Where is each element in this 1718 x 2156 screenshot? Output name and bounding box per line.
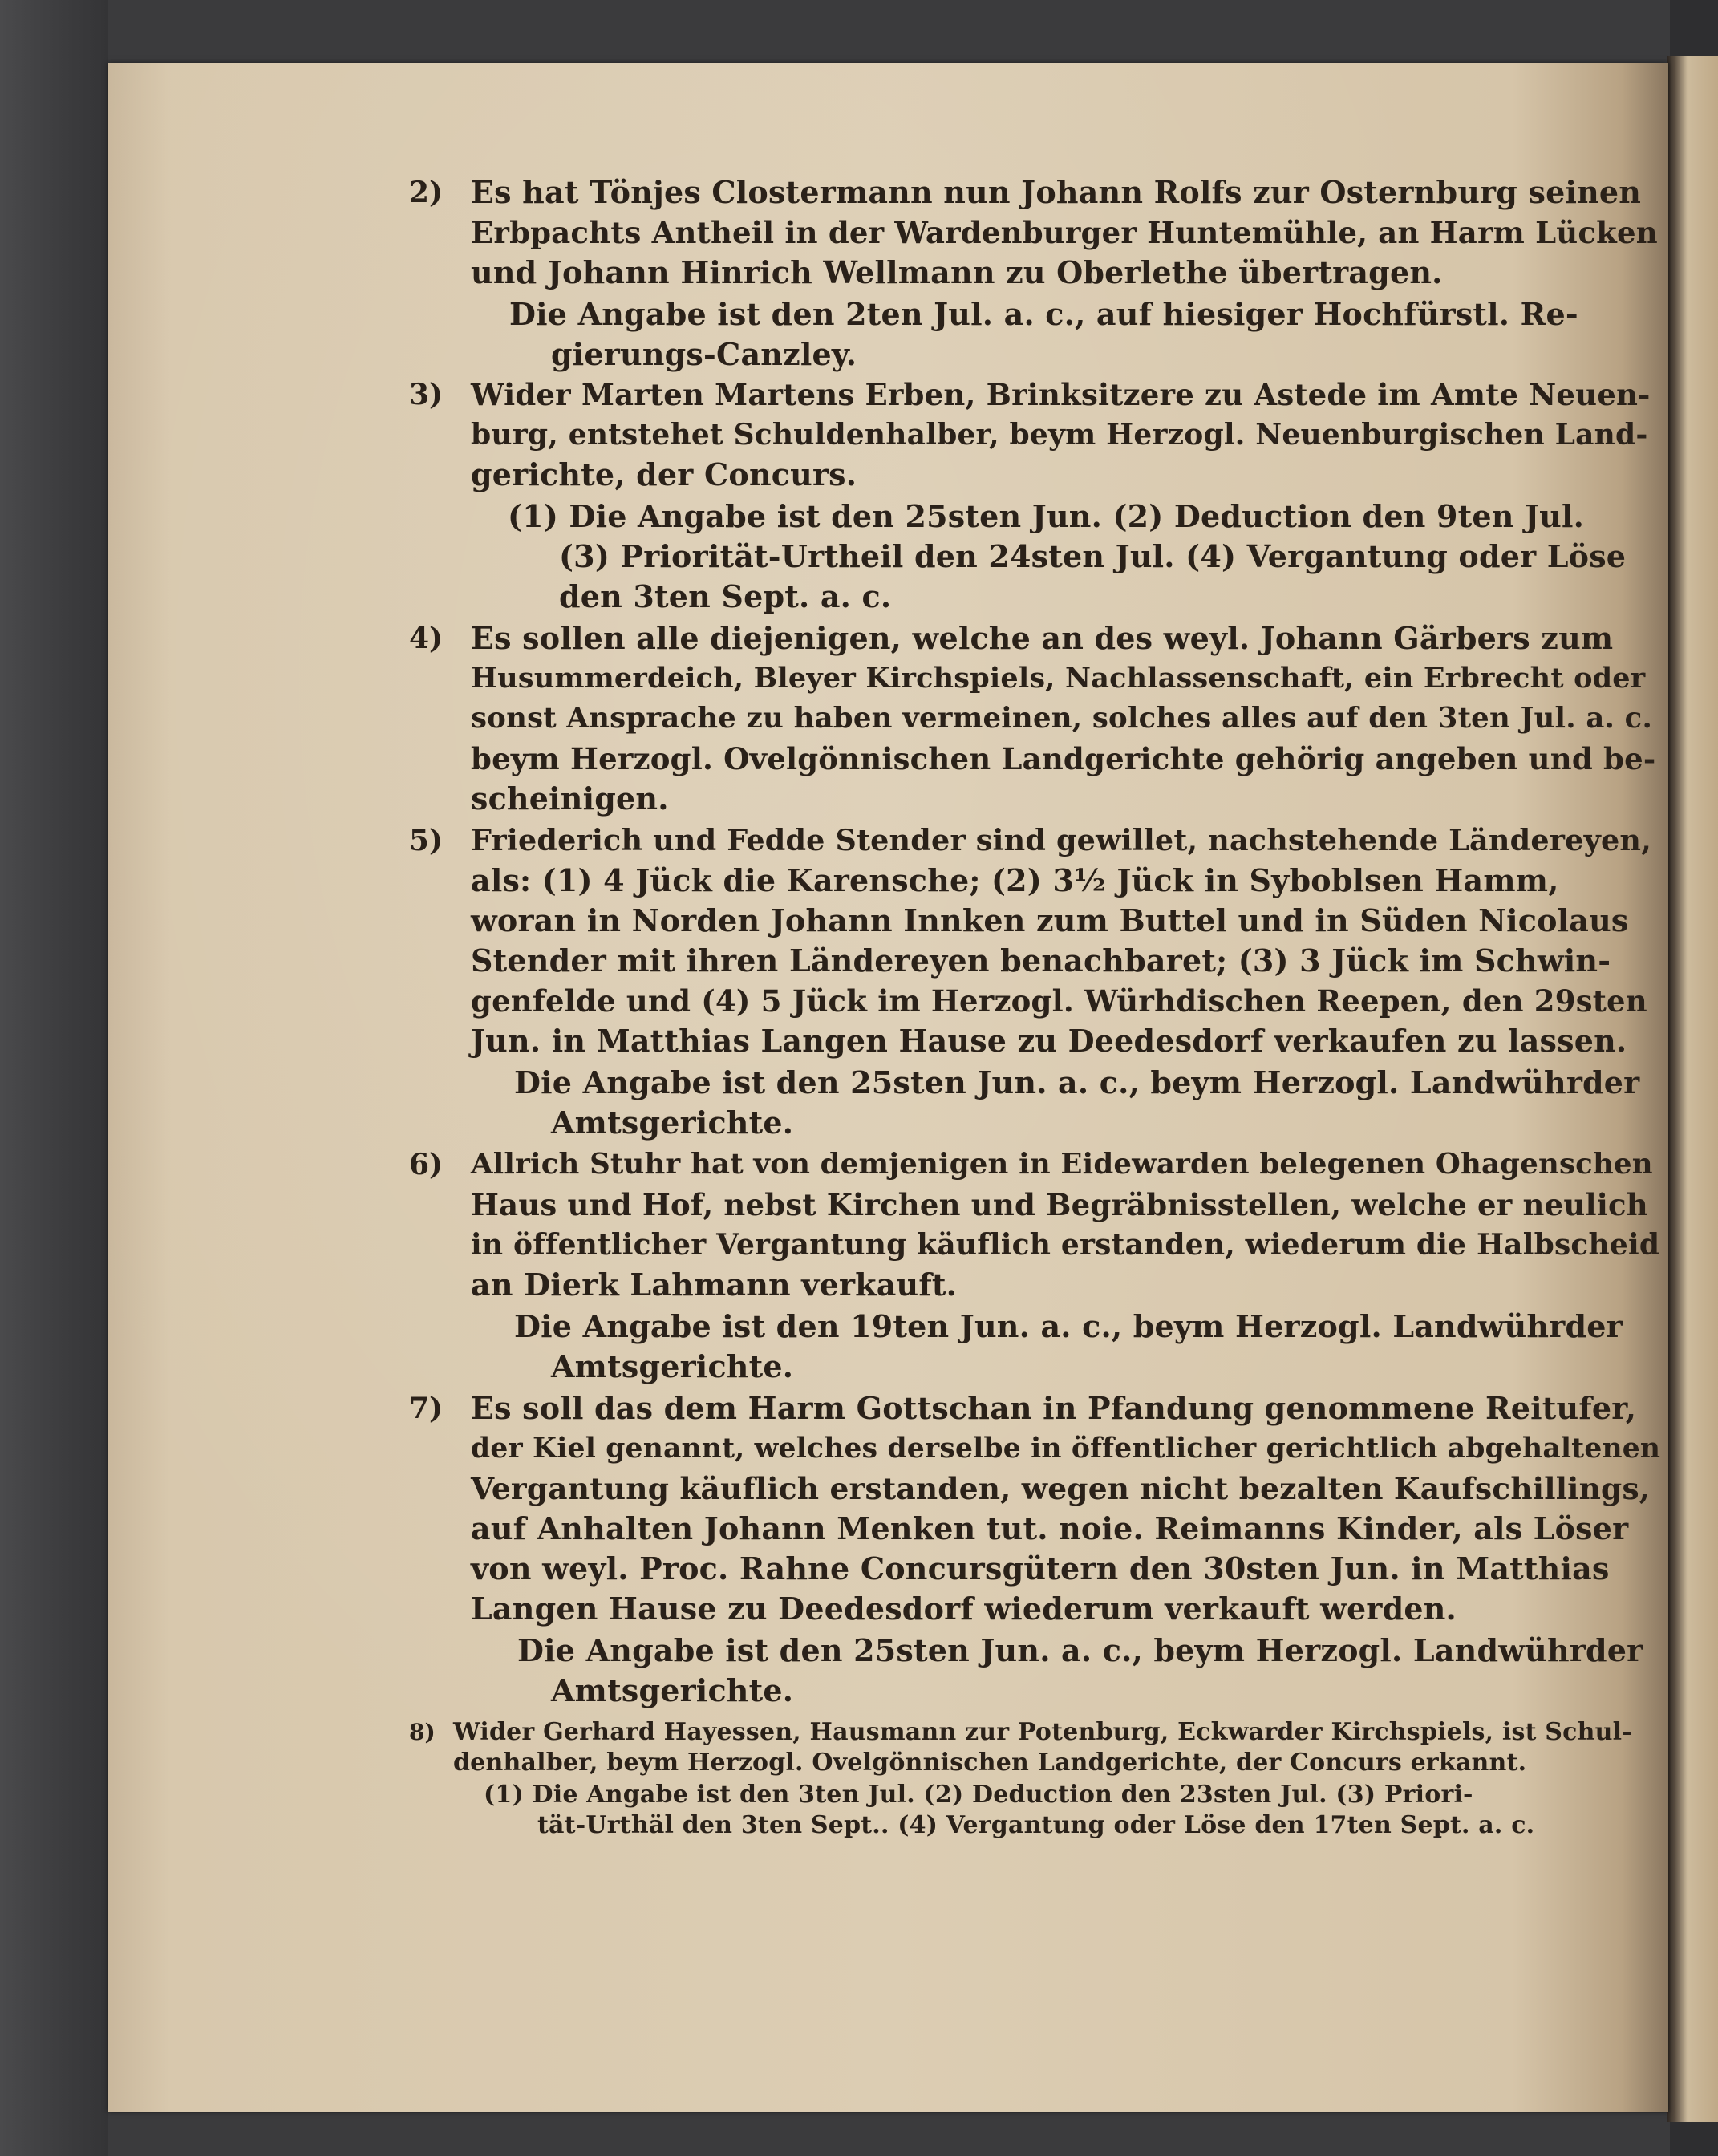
entry-line: von weyl. Proc. Rahne Concursgütern den 30sten Jun. in Matthias bbox=[471, 1550, 1610, 1587]
notice-line: gierungs-Canzley. bbox=[551, 336, 857, 372]
book-gutter bbox=[1667, 56, 1688, 2122]
entry-line: in öffentlicher Vergantung käuflich erstanden, wiederum die Halbscheid bbox=[471, 1228, 1660, 1262]
entry-number: 5) bbox=[409, 824, 444, 857]
entry-line: burg, entstehet Schuldenhalber, beym Herzogl. Neuenburgischen Land- bbox=[471, 418, 1648, 452]
entry-line: Erbpachts Antheil in der Wardenburger Huntemühle, an Harm Lücken bbox=[471, 215, 1658, 250]
entry-line: Husummerdeich, Bleyer Kirchspiels, Nachlassenschaft, ein Erbrecht oder bbox=[471, 662, 1646, 695]
notice-line: Die Angabe ist den 2ten Jul. a. c., auf hiesiger Hochfürstl. Re- bbox=[509, 296, 1578, 332]
notice-line: tät-Urthäl den 3ten Sept.. (4) Vergantung oder Löse den 17ten Sept. a. c. bbox=[537, 1811, 1535, 1839]
entry-number: 8) bbox=[409, 1719, 436, 1745]
entry-number: 6) bbox=[409, 1148, 444, 1181]
notice-line: Amtsgerichte. bbox=[551, 1104, 794, 1141]
entry-line: Vergantung käuflich erstanden, wegen nicht bezalten Kaufschillings, bbox=[471, 1471, 1651, 1506]
entry-line: Wider Gerhard Hayessen, Hausmann zur Potenburg, Eckwarder Kirchspiels, ist Schul- bbox=[453, 1718, 1632, 1746]
notice-line: (1) Die Angabe ist den 25sten Jun. (2) Deduction den 9ten Jul. bbox=[508, 498, 1585, 534]
entry-line: Stender mit ihren Ländereyen benachbaret; (3) 3 Jück im Schwin- bbox=[471, 942, 1611, 979]
notice-line: Die Angabe ist den 25sten Jun. a. c., beym Herzogl. Landwührder bbox=[514, 1064, 1640, 1100]
entry-number: 2) bbox=[409, 176, 444, 209]
entry-line: denhalber, beym Herzogl. Ovelgönnischen Landgerichte, der Concurs erkannt. bbox=[453, 1749, 1527, 1777]
entry-line: Es sollen alle diejenigen, welche an des weyl. Johann Gärbers zum bbox=[471, 620, 1614, 656]
entry-line: Jun. in Matthias Langen Hause zu Deedesdorf verkaufen zu lassen. bbox=[471, 1023, 1627, 1059]
entry-line: woran in Norden Johann Innken zum Buttel und in Süden Nicolaus bbox=[471, 902, 1629, 938]
entry-line: gerichte, der Concurs. bbox=[471, 456, 857, 492]
entry-line: an Dierk Lahmann verkauft. bbox=[471, 1266, 958, 1303]
entry-number: 3) bbox=[409, 378, 444, 411]
entry-number: 7) bbox=[409, 1392, 444, 1425]
entry-line: beym Herzogl. Ovelgönnischen Landgerichte gehörig angeben und be- bbox=[471, 741, 1656, 776]
entry-line: als: (1) 4 Jück die Karensche; (2) 3½ Jück in Syboblsen Hamm, bbox=[471, 862, 1559, 898]
entry-line: genfelde und (4) 5 Jück im Herzogl. Würhdischen Reepen, den 29sten bbox=[471, 983, 1647, 1019]
entry-line: scheinigen. bbox=[471, 780, 669, 817]
entry-line: und Johann Hinrich Wellmann zu Oberlethe übertragen. bbox=[471, 254, 1443, 290]
notice-line: den 3ten Sept. a. c. bbox=[559, 578, 892, 614]
entry-line: auf Anhalten Johann Menken tut. noie. Reimanns Kinder, als Löser bbox=[471, 1510, 1629, 1546]
scanner-background-left bbox=[0, 0, 108, 2156]
entry-line: Friederich und Fedde Stender sind gewillet, nachstehende Ländereyen, bbox=[471, 823, 1652, 857]
page-text bbox=[108, 63, 1668, 2112]
notice-line: Amtsgerichte. bbox=[551, 1672, 794, 1708]
entry-line: der Kiel genannt, welches derselbe in öffentlicher gerichtlich abgehaltenen bbox=[471, 1433, 1661, 1465]
entry-line: Langen Hause zu Deedesdorf wiederum verkauft werden. bbox=[471, 1591, 1457, 1627]
notice-line: (3) Priorität-Urtheil den 24sten Jul. (4) Vergantung oder Löse bbox=[559, 538, 1627, 574]
entry-line: Allrich Stuhr hat von demjenigen in Eidewarden belegenen Ohagenschen bbox=[471, 1148, 1653, 1181]
notice-line: Die Angabe ist den 19ten Jun. a. c., beym Herzogl. Landwührder bbox=[514, 1308, 1623, 1344]
entry-line: Haus und Hof, nebst Kirchen und Begräbnisstellen, welche er neulich bbox=[471, 1187, 1648, 1222]
document-page bbox=[108, 63, 1668, 2112]
entry-line: Wider Marten Martens Erben, Brinksitzere zu Astede im Amte Neuen- bbox=[471, 377, 1651, 412]
notice-line: Die Angabe ist den 25sten Jun. a. c., beym Herzogl. Landwührder bbox=[517, 1632, 1643, 1668]
notice-line: Amtsgerichte. bbox=[551, 1348, 794, 1384]
entry-line: Es hat Tönjes Clostermann nun Johann Rolfs zur Osternburg seinen bbox=[471, 174, 1642, 210]
notice-line: (1) Die Angabe ist den 3ten Jul. (2) Deduction den 23sten Jul. (3) Priori- bbox=[484, 1781, 1473, 1809]
entry-number: 4) bbox=[409, 622, 444, 655]
entry-line: sonst Ansprache zu haben vermeinen, solches alles auf den 3ten Jul. a. c. bbox=[471, 702, 1653, 735]
facing-page-edge bbox=[1688, 56, 1718, 2122]
entry-line: Es soll das dem Harm Gottschan in Pfandung genommene Reitufer, bbox=[471, 1390, 1637, 1426]
